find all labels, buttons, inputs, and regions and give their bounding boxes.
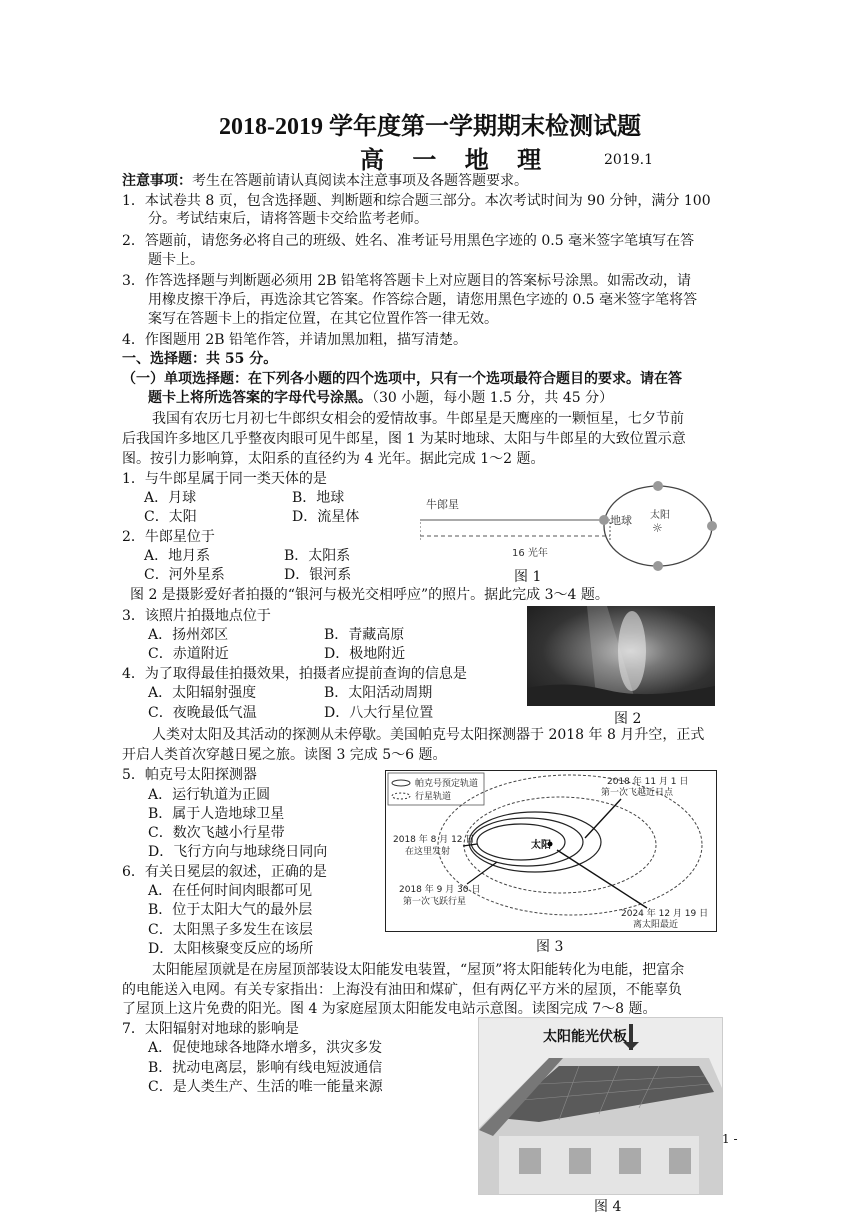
- q5-option-c: C．数次飞越小行星带: [148, 825, 285, 841]
- q2-option-d: D．银河系: [284, 567, 352, 583]
- q1-option-b: B．地球: [292, 490, 345, 506]
- earth-position-left: [599, 515, 609, 525]
- figure-1-diagram: [420, 478, 720, 588]
- notice-heading: 注意事项：: [122, 173, 192, 189]
- star-label: 牛郎星: [426, 498, 459, 511]
- q4-stem: 4．为了取得最佳拍摄效果，拍摄者应提前查询的信息是: [122, 666, 467, 682]
- q4-option-d: D．八大行星位置: [324, 705, 434, 721]
- q3-option-d: D．极地附近: [324, 646, 406, 662]
- notice-intro: 考生在答题前请认真阅读本注意事项及各题答题要求。: [192, 173, 528, 189]
- figure-4-caption: 图 4: [594, 1199, 622, 1215]
- fig3-sun-label: 太阳: [531, 840, 551, 851]
- notice-item-4: 4．作图题用 2B 铅笔作答，并请加黑加粗，描写清楚。: [122, 332, 468, 348]
- q2-stem: 2．牛郎星位于: [122, 529, 215, 545]
- figure-3-caption: 图 3: [536, 939, 564, 955]
- earth-position-right: [707, 521, 717, 531]
- q4-option-c: C．夜晚最低气温: [148, 705, 257, 721]
- solar-panel-label: 太阳能光伏板: [543, 1029, 627, 1045]
- passage3-line2: 开启人类首次穿越日冕之旅。读图 3 完成 5～6 题。: [122, 747, 447, 763]
- passage2: 图 2 是摄影爱好者拍摄的“银河与极光交相呼应”的照片。据此完成 3～4 题。: [130, 587, 609, 603]
- legend-probe-orbit: 帕克号预定轨道: [415, 779, 479, 789]
- notice-item-1b: 分。考试结束后，请将答题卡交给监考老师。: [148, 211, 428, 227]
- q5-option-b: B．属于人造地球卫星: [148, 806, 285, 822]
- notice-item-3a: 3．作答选择题与判断题必须用 2B 铅笔将答题卡上对应题目的答案标号涂黑。如需改动，请: [122, 273, 692, 289]
- q2-option-b: B．太阳系: [284, 548, 351, 564]
- section1-sub-a: （一）单项选择题：在下列各小题的四个选项中，只有一个选项最符合题目的要求。请在答: [122, 371, 682, 387]
- q5-option-d: D．飞行方向与地球绕日同向: [148, 844, 328, 860]
- q2-option-a: A．地月系: [144, 548, 211, 564]
- distance-label: 16 光年: [512, 548, 548, 559]
- aurora-sky-image: [527, 606, 715, 706]
- passage1-line3: 图。按引力影响算，太阳系的直径约为 4 光年。据此完成 1～2 题。: [122, 451, 545, 467]
- sun-icon: ☼: [652, 521, 663, 535]
- passage4-line3: 了屋顶上这片免费的阳光。图 4 为家庭屋顶太阳能发电站示意图。读图完成 7～8 题。: [122, 1001, 657, 1017]
- note-perihelion-text: 第一次飞越近日点: [601, 788, 674, 798]
- q7-option-b: B．扰动电离层，影响有线电短波通信: [148, 1060, 383, 1076]
- figure-3-diagram: [385, 770, 717, 932]
- notice-item-1a: 1．本试卷共 8 页，包含选择题、判断题和综合题三部分。本次考试时间为 90 分钟，满分 100: [122, 193, 711, 209]
- q4-option-a: A．太阳辐射强度: [148, 685, 257, 701]
- note-perihelion-date: 2018 年 11 月 1 日: [607, 777, 689, 787]
- passage1-line2: 后我国许多地区几乎整夜肉眼可见牛郎星，图 1 为某时地球、太阳与牛郎星的大致位置示意: [122, 431, 686, 447]
- passage1-line1: 我国有农历七月初七牛郎织女相会的爱情故事。牛郎星是天鹰座的一颗恒星，七夕节前: [152, 411, 684, 427]
- note-flyby-text: 第一次飞跃行星: [403, 897, 467, 907]
- passage4-line1: 太阳能屋顶就是在房屋顶部装设太阳能发电装置，“屋顶”将太阳能转化为电能，把富余: [152, 962, 685, 978]
- q1-option-a: A．月球: [144, 490, 197, 506]
- earth-position-bottom: [653, 561, 663, 571]
- note-flyby-date: 2018 年 9 月 30 日: [399, 885, 481, 895]
- note-launch-date: 2018 年 8 月 12 日: [393, 835, 475, 845]
- q6-option-a: A．在任何时间肉眼都可见: [148, 883, 313, 899]
- q5-stem: 5．帕克号太阳探测器: [122, 767, 257, 783]
- q6-stem: 6．有关日冕层的叙述，正确的是: [122, 864, 327, 880]
- notice-line: [122, 172, 528, 190]
- q3-option-b: B．青藏高原: [324, 627, 405, 643]
- subject-title: 高 一 地 理: [360, 145, 552, 174]
- note-closest-date: 2024 年 12 月 19 日: [621, 909, 709, 919]
- q4-option-b: B．太阳活动周期: [324, 685, 433, 701]
- notice-item-2b: 题卡上。: [148, 252, 204, 268]
- q1-option-d: D．流星体: [292, 509, 360, 525]
- sun-label: 太阳: [650, 510, 670, 521]
- q7-option-a: A．促使地球各地降水增多，洪灾多发: [148, 1040, 383, 1056]
- notice-item-3b: 用橡皮擦干净后，再选涂其它答案。作答综合题，请您用黑色字迹的 0.5 毫米签字笔将答: [148, 292, 698, 308]
- q1-stem: 1．与牛郎星属于同一类天体的是: [122, 471, 327, 487]
- note-launch-text: 在这里发射: [405, 847, 451, 857]
- figure-1-caption: 图 1: [514, 569, 542, 585]
- earth-label: 地球: [610, 514, 632, 527]
- earth-position-top: [653, 481, 663, 491]
- notice-item-3c: 案写在答题卡上的指定位置，在其它位置作答一律无效。: [148, 311, 498, 327]
- q1-option-c: C．太阳: [144, 509, 197, 525]
- page-number: 1 -: [722, 1132, 738, 1146]
- q6-option-d: D．太阳核聚变反应的场所: [148, 941, 314, 957]
- exam-date: 2019.1: [604, 152, 653, 168]
- figure-2-photo: [527, 606, 715, 706]
- q6-option-b: B．位于太阳大气的最外层: [148, 902, 313, 918]
- section1-sub-b: 题卡上将所选答案的字母代号涂黑。（30 小题，每小题 1.5 分，共 45 分）: [148, 390, 614, 406]
- note-closest-text: 离太阳最近: [633, 920, 679, 930]
- notice-item-2a: 2．答题前，请您务必将自己的班级、姓名、准考证号用黑色字迹的 0.5 毫米签字笔填写在答: [122, 233, 695, 249]
- q5-option-a: A．运行轨道为正圆: [148, 787, 271, 803]
- figure-4-photo: [478, 1017, 723, 1195]
- legend-planet-orbit: 行星轨道: [415, 792, 452, 802]
- q7-stem: 7．太阳辐射对地球的影响是: [122, 1021, 299, 1037]
- figure-2-caption: 图 2: [614, 711, 642, 727]
- q3-stem: 3．该照片拍摄地点位于: [122, 608, 271, 624]
- q3-option-a: A．扬州郊区: [148, 627, 229, 643]
- exam-title: 2018-2019 学年度第一学期期末检测试题: [219, 114, 641, 140]
- q3-option-c: C．赤道附近: [148, 646, 229, 662]
- q7-option-c: C．是人类生产、生活的唯一能量来源: [148, 1079, 383, 1095]
- passage3-line1: 人类对太阳及其活动的探测从未停歇。美国帕克号太阳探测器于 2018 年 8 月升空，正式: [152, 727, 705, 743]
- passage4-line2: 的电能送入电网。有关专家指出：上海没有油田和煤矿，但有两亿平方米的屋顶，不能辜负: [122, 982, 682, 998]
- section1-heading: 一、选择题：共 55 分。: [122, 351, 278, 367]
- q6-option-c: C．太阳黑子多发生在该层: [148, 922, 313, 938]
- q2-option-c: C．河外星系: [144, 567, 225, 583]
